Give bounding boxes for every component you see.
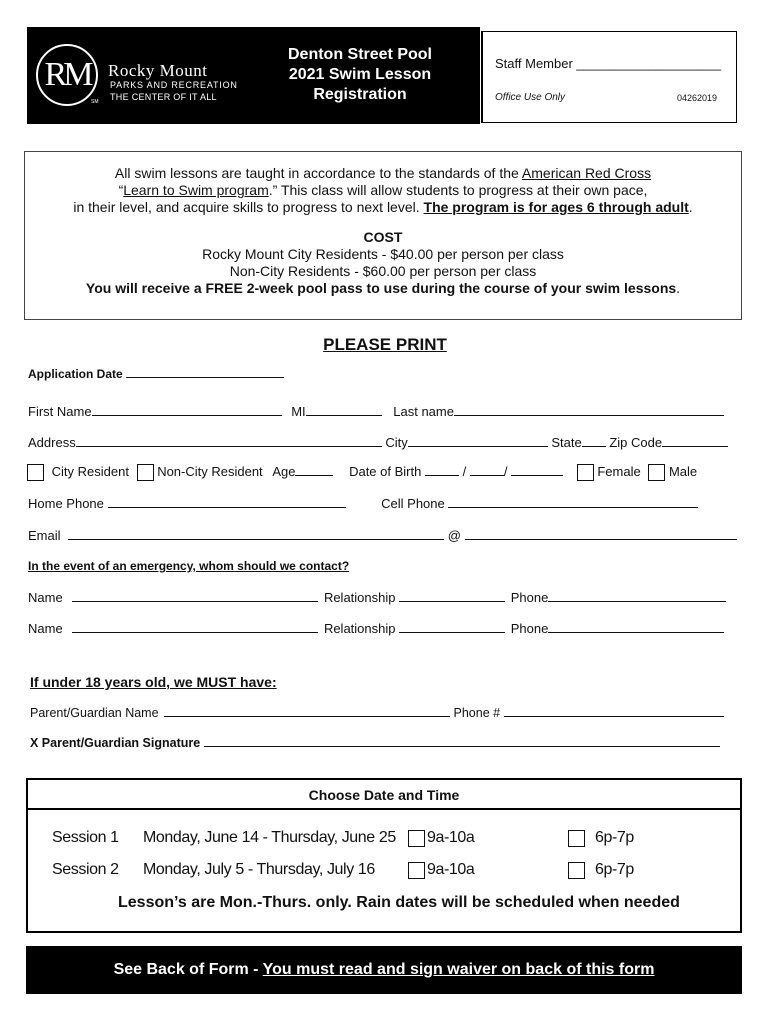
lesson-days-note: Lesson’s are Mon.-Thurs. only. Rain dates will be scheduled when needed [118, 894, 680, 911]
session-1-pm-time: 6p-7p [595, 829, 634, 846]
residency-row [27, 464, 697, 481]
info-text: in their level, and acquire skills to progress to next level. [73, 199, 424, 215]
application-date-field[interactable] [126, 366, 284, 378]
relationship-field[interactable] [399, 590, 505, 602]
session-2-pm-checkbox[interactable] [568, 862, 585, 879]
guardian-name-label: Parent/Guardian Name [30, 706, 159, 720]
age-field[interactable] [295, 464, 333, 476]
info-line-3 [24, 199, 742, 216]
dob-year-field[interactable] [511, 464, 563, 476]
email-label: Email [28, 528, 61, 543]
contact-name-field[interactable] [72, 590, 318, 602]
name-row [28, 404, 724, 420]
brand-tagline: THE CENTER OF IT ALL [110, 92, 217, 102]
session-1-pm-checkbox[interactable] [568, 830, 585, 847]
form-title [270, 45, 450, 105]
dob-label: Date of Birth [349, 464, 422, 479]
email-user-field[interactable] [68, 528, 444, 540]
form-code: 04262019 [677, 93, 718, 103]
city-label: City [385, 435, 408, 450]
female-checkbox[interactable] [577, 464, 594, 481]
state-field[interactable] [582, 435, 606, 447]
please-print-heading: PLEASE PRINT [323, 335, 447, 354]
contact-phone-field[interactable] [548, 621, 724, 633]
cell-phone-field[interactable] [448, 496, 698, 508]
service-mark: SM [91, 99, 99, 105]
home-phone-label: Home Phone [28, 496, 104, 511]
title-line-2: 2021 Swim Lesson [288, 66, 432, 83]
see-back-text: See Back of Form - [113, 961, 263, 978]
email-domain-field[interactable] [465, 528, 737, 540]
brand-subtitle: PARKS AND RECREATION [110, 80, 238, 90]
dob-separator: / [503, 464, 508, 479]
male-checkbox[interactable] [648, 464, 665, 481]
brand-name: Rocky Mount [108, 61, 208, 80]
home-phone-field[interactable] [108, 496, 346, 508]
emergency-contact-row-2 [28, 621, 724, 637]
waiver-notice: You must read and sign waiver on back of this form [262, 961, 655, 978]
session-2-am-time: 9a-10a [427, 861, 475, 878]
info-text: All swim lessons are taught in accordance to the standards of the [114, 165, 522, 181]
office-use-label: Office Use Only [495, 92, 566, 103]
state-label: State [551, 435, 582, 450]
male-label: Male [668, 464, 698, 479]
relationship-field[interactable] [399, 621, 505, 633]
guardian-signature-label: X Parent/Guardian Signature [30, 736, 201, 750]
session-1-dates: Monday, June 14 - Thursday, June 25 [143, 829, 396, 846]
red-cross-link: American Red Cross [521, 165, 652, 181]
non-city-resident-checkbox[interactable] [137, 464, 154, 481]
guardian-signature-row [30, 735, 720, 751]
contact-phone-field[interactable] [548, 590, 726, 602]
age-label: Age [272, 464, 296, 479]
title-line-1: Denton Street Pool [287, 46, 432, 63]
age-requirement: The program is for ages 6 through adult [423, 199, 689, 215]
session-1-name: Session 1 [52, 829, 119, 846]
city-resident-label: City Resident [51, 464, 129, 479]
contact-phone-label: Phone [510, 590, 549, 605]
cost-title: COST [363, 229, 403, 245]
cost-non-city: Non-City Residents - $60.00 per person per class [229, 263, 537, 279]
non-city-resident-label: Non-City Resident [157, 464, 263, 479]
session-2-dates: Monday, July 5 - Thursday, July 16 [143, 861, 375, 878]
info-line-2 [24, 182, 742, 199]
emergency-heading: In the event of an emergency, whom should we contact? [28, 559, 350, 573]
office-use-box [481, 31, 737, 123]
guardian-phone-field[interactable] [504, 705, 724, 717]
dob-separator: / [462, 464, 467, 479]
info-text: .” This class will allow students to progress at their own pace, [268, 182, 648, 198]
last-name-label: Last name [393, 404, 454, 419]
address-label: Address [28, 435, 76, 450]
contact-name-label: Name [28, 590, 63, 605]
contact-name-field[interactable] [72, 621, 318, 633]
phone-row [28, 496, 698, 512]
info-text: . [688, 199, 693, 215]
info-line-1 [24, 165, 742, 182]
footer-banner [26, 946, 742, 994]
email-at-sign: @ [447, 528, 461, 543]
dob-day-field[interactable] [470, 464, 504, 476]
under-18-heading: If under 18 years old, we MUST have: [30, 674, 277, 690]
first-name-field[interactable] [92, 404, 282, 416]
mi-label: MI [291, 404, 306, 419]
schedule-heading: Choose Date and Time [28, 780, 740, 810]
application-date-label: Application Date [28, 367, 123, 381]
emergency-contact-row-1 [28, 590, 726, 606]
city-resident-checkbox[interactable] [27, 464, 44, 481]
zip-label: Zip Code [609, 435, 663, 450]
rocky-mount-logo: RM [36, 44, 98, 106]
info-text: “ [118, 182, 124, 198]
relationship-label: Relationship [323, 621, 396, 636]
session-2-am-checkbox[interactable] [408, 862, 425, 879]
female-label: Female [597, 464, 641, 479]
free-pass-text: You will receive a FREE 2-week pool pass to use during the course of your swim lessons [85, 280, 677, 296]
application-date-row [28, 366, 284, 382]
cost-city: Rocky Mount City Residents - $40.00 per person per class [202, 246, 564, 262]
address-field[interactable] [76, 435, 382, 447]
guardian-signature-field[interactable] [204, 735, 720, 747]
free-pass-note [24, 280, 742, 297]
guardian-row [30, 705, 724, 721]
guardian-phone-label: Phone # [453, 706, 501, 720]
info-text: . [676, 280, 681, 296]
session-1-am-checkbox[interactable] [408, 830, 425, 847]
staff-member-field[interactable]: Staff Member ____________________ [495, 56, 722, 71]
address-row [28, 435, 728, 451]
email-row [28, 528, 737, 544]
mi-field[interactable] [306, 404, 382, 416]
last-name-field[interactable] [454, 404, 724, 416]
title-line-3: Registration [313, 86, 407, 103]
relationship-label: Relationship [323, 590, 396, 605]
dob-month-field[interactable] [425, 464, 459, 476]
zip-field[interactable] [662, 435, 728, 447]
session-1-am-time: 9a-10a [427, 829, 475, 846]
session-2-pm-time: 6p-7p [595, 861, 634, 878]
learn-to-swim-link: Learn to Swim program [123, 182, 269, 198]
contact-phone-label: Phone [510, 621, 549, 636]
contact-name-label: Name [28, 621, 63, 636]
first-name-label: First Name [28, 404, 92, 419]
session-2-name: Session 2 [52, 861, 119, 878]
guardian-name-field[interactable] [164, 705, 450, 717]
cell-phone-label: Cell Phone [381, 496, 445, 511]
city-field[interactable] [408, 435, 548, 447]
